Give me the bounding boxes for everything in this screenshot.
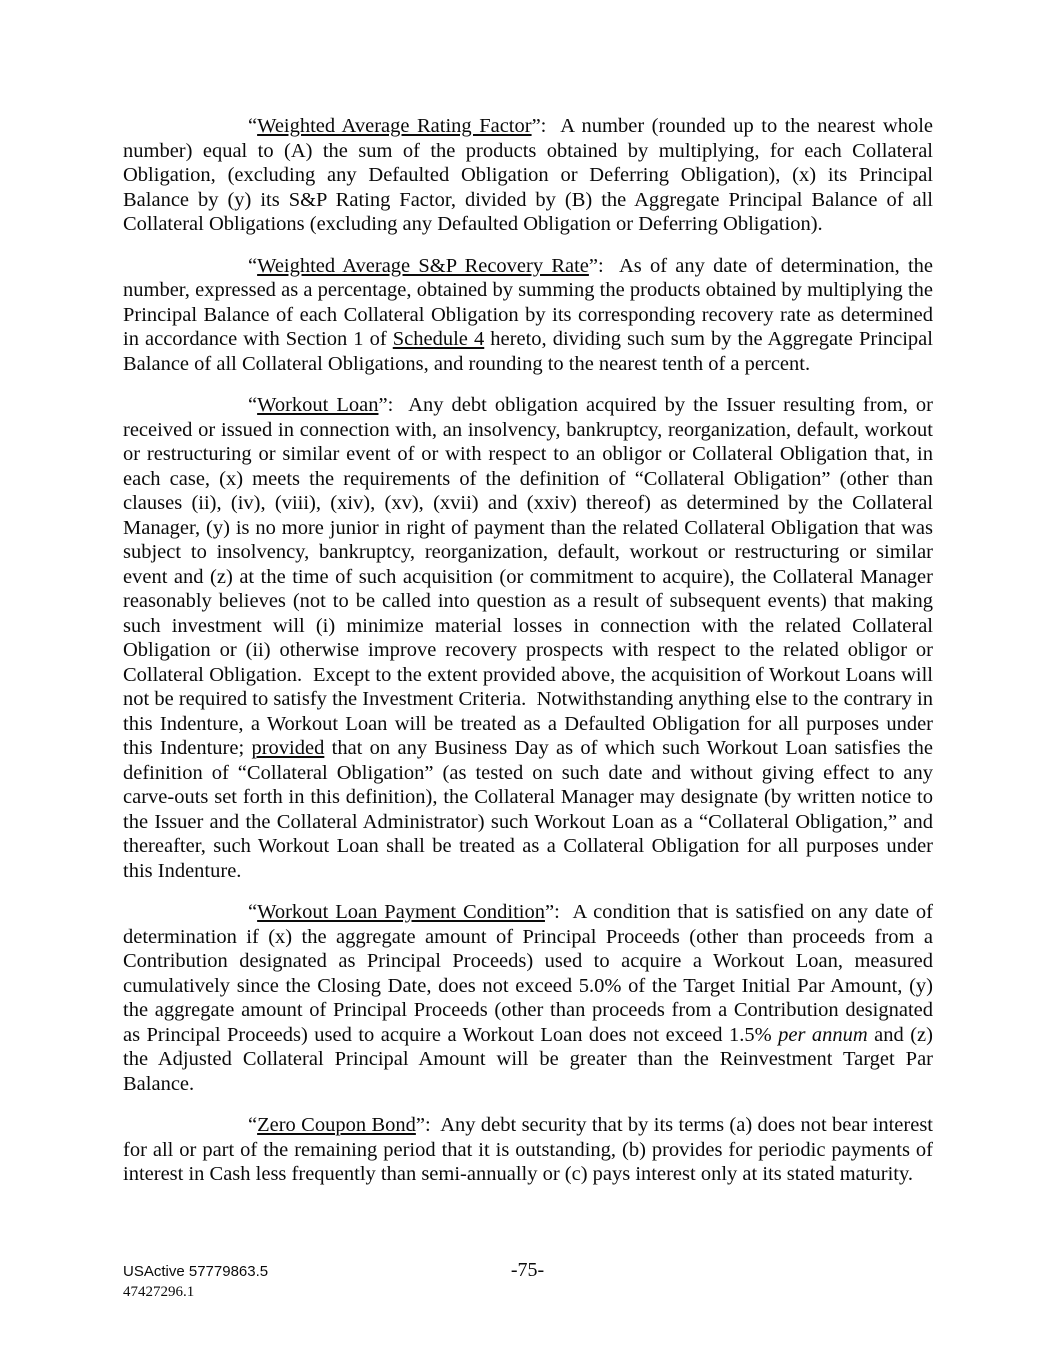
defined-term: Workout Loan (257, 394, 379, 416)
defined-term: Zero Coupon Bond (257, 1114, 416, 1136)
definition-text: ”: A condition that is satisfied on any date of determination if (x) the aggregate amount of Principal Proceeds (other than proceeds from a Contribution designated as Principal Proceeds) used to acquire a Workout Loan, measured cumulatively since the Closing Date, does not exceed 5.0% of the Target Initial Par Amount, (y) the aggregate amount of Principal Proceeds (other than proceeds from a Contribution designated as Principal Proceeds) used to acquire a Workout Loan does not exceed 1.5% (123, 901, 933, 1046)
definition-weighted-average-sp-recovery-rate (123, 254, 933, 377)
definition-text: ”: Any debt obligation acquired by the Issuer resulting from, or received or issued in connection with, an insolvency, bankruptcy, reorganization, default, workout or restructuring or similar event of or with respect to an obligor or Collateral Obligation that, in each case, (x) meets the requirements of the definition of “Collateral Obligation” (other than clauses (ii), (iv), (viii), (xiv), (xv), (xvii) and (xxiv) thereof) as determined by the Collateral Manager, (y) is no more junior in right of payment than the related Collateral Obligation that was subject to insolvency, bankruptcy, reorganization, default, workout or restructuring or similar event and (z) at the time of such acquisition (or commitment to acquire), the Collateral Manager reasonably believes (not to be called into question as a result of subsequent events) that making such investment will (i) minimize material losses in connection with the related Collateral Obligation or (ii) otherwise improve recovery prospects with respect to the related obligor or Collateral Obligation. Except to the extent provided above, the acquisition of Workout Loans will not be required to satisfy the Investment Criteria. Notwithstanding anything else to the contrary in this Indenture, a Workout Loan will be treated as a Defaulted Obligation for all purposes under this Indenture; (123, 394, 933, 759)
open-quote: “ (248, 254, 258, 277)
page-number: -75- (510, 1259, 545, 1281)
open-quote: “ (248, 394, 258, 416)
defined-term: Weighted Average S&P Recovery Rate (257, 254, 589, 277)
per-annum-latin-phrase: per annum (778, 1023, 868, 1046)
defined-term: Workout Loan Payment Condition (257, 901, 545, 923)
definition-text: and (z) the Adjusted Collateral Principal Amount will be greater than the Reinvestment Target Par Balance. (123, 1023, 933, 1095)
footer-doc-id: USActive 57779863.5 (123, 1263, 269, 1280)
footer-version-number: 47427296.1 (123, 1284, 195, 1300)
definition-weighted-average-rating-factor (123, 114, 933, 237)
definition-workout-loan (123, 393, 933, 883)
definition-workout-loan-payment-condition (123, 900, 933, 1096)
open-quote: “ (248, 901, 258, 923)
definition-text: that on any Business Day as of which such Workout Loan satisfies the definition of “Collateral Obligation” (as tested on such date and without giving effect to any carve-outs set forth in this definition), the Collateral Manager may designate (by written notice to the Issuer and the Collateral Administrator) such Workout Loan as a “Collateral Obligation,” and thereafter, such Workout Loan shall be treated as a Collateral Obligation for all purposes under this Indenture. (123, 737, 933, 882)
document-body (123, 114, 933, 1204)
definition-text: ”: A number (rounded up to the nearest whole number) equal to (A) the sum of the products obtained by multiplying, for each Collateral Obligation, (excluding any Defaulted Obligation or Deferring Obligation), (x) its Principal Balance by (y) its S&P Rating Factor, divided by (B) the Aggregate Principal Balance of all Collateral Obligations (excluding any Defaulted Obligation or Deferring Obligation). (123, 115, 933, 235)
definition-text: hereto, dividing such sum by the Aggregate Principal Balance of all Collateral Obligations, and rounding to the nearest tenth of a percent. (123, 328, 933, 375)
provided-term: provided (251, 737, 325, 759)
definition-text: ”: Any debt security that by its terms (a) does not bear interest for all or part of the remaining period that it is outstanding, (b) provides for periodic payments of interest in Cash less frequently than semi-annually or (c) pays interest only at its stated maturity. (123, 1114, 933, 1185)
schedule-4-reference: Schedule 4 (392, 328, 485, 350)
definition-text: ”: As of any date of determination, the number, expressed as a percentage, obtained by summing the products obtained by multiplying the Principal Balance of each Collateral Obligation by its corresponding recovery rate as determined in accordance with Section 1 of (123, 254, 933, 350)
definition-zero-coupon-bond (123, 1113, 933, 1187)
defined-term: Weighted Average Rating Factor (257, 115, 532, 137)
open-quote: “ (248, 1114, 258, 1136)
open-quote: “ (248, 115, 258, 137)
